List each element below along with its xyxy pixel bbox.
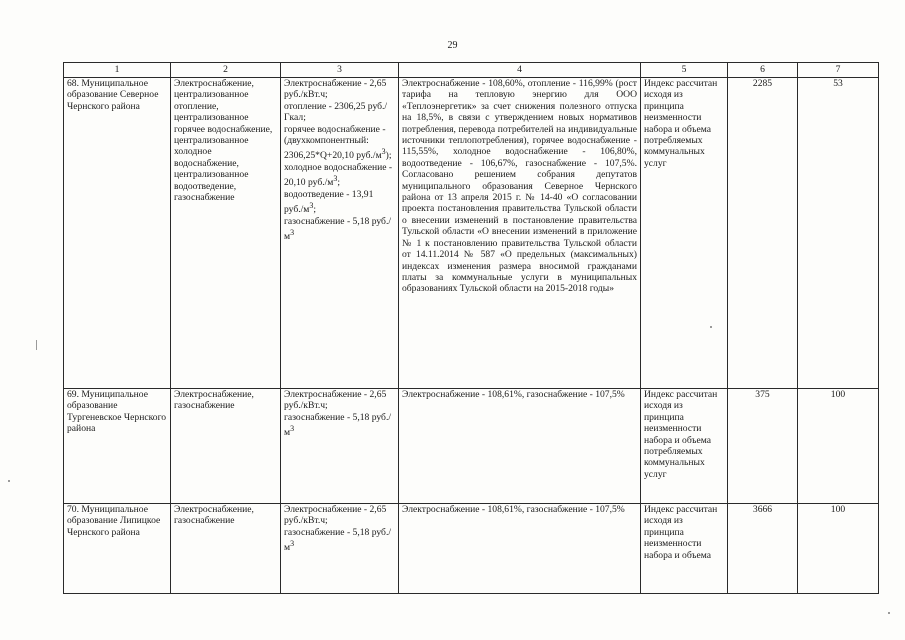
scan-mark	[36, 340, 37, 350]
scan-mark	[888, 612, 890, 614]
tariff-drainage: водоотведение - 13,91 руб./м	[284, 189, 374, 216]
municipality-cell: 69. Муниципальное образование Тургеневское Чернского района	[64, 389, 171, 504]
column-header-3: 3	[281, 63, 399, 78]
index-description-cell: Электроснабжение - 108,60%, отопление - 116,99% (рост тарифа на тепловую энергию для ООО «Теплоэнергетик» за счет снижения полезного отпуска на 18,5%, в связи с утверждением новых нормативов потребления, перевода потребителей на индивидуальные источники теплопотребления), горячее водоснабжение - 115,55%, холодное водоснабжение - 106,80%, водоотведение - 106,67%, газоснабжение - 107,5%. Согласовано решением собрания депутатов муниципального образования Северное Чернского района от 13 апреля 2015 г. № 14-40 «О согласовании проекта постановления правительства Тульской области о внесении изменений в постановление правительства Тульской области «О внесении изменений в приложение № 1 к постановлению правительства Тульской области от 14.11.2014 № 587 «О предельных (максимальных) индексах изменения размера вносимой гражданами платы за коммунальные услуги в муниципальных образованиях Тульской области на 2015-2018 годы»	[399, 78, 641, 389]
services-cell: Электроснабжение, газоснабжение	[171, 504, 281, 594]
page-number: 29	[447, 40, 458, 51]
tariff-cold-water: ); холодное водоснабжение - 20,10 руб./м	[284, 150, 393, 189]
superscript: 3	[290, 228, 295, 238]
services-cell: Электроснабжение, централизованное отопление, централизованное горячее водоснабжение, централизованное холодное водоснабжение, централизованное водоотведение, газоснабжение	[171, 78, 281, 389]
column-header-4: 4	[399, 63, 641, 78]
tariffs-cell	[281, 389, 399, 504]
justification-cell: Индекс рассчитан исходя из принципа неизменности набора и объема потребляемых коммунальных услуг	[641, 78, 728, 389]
tariff-electricity: Электроснабжение - 2,65 руб./кВт.ч;	[284, 504, 387, 527]
share-cell: 53	[798, 78, 879, 389]
justification-cell: Индекс рассчитан исходя из принципа неизменности набора и объема потребляемых коммунальных услуг	[641, 389, 728, 504]
superscript: 3	[333, 174, 338, 184]
separator: ;	[313, 204, 317, 216]
column-header-1: 1	[64, 63, 171, 78]
tariff-table	[63, 62, 879, 594]
tariff-gas: газоснабжение - 5,18 руб./м	[284, 411, 392, 439]
tariff-electricity: Электроснабжение - 2,65 руб./кВт.ч;	[284, 389, 387, 412]
population-cell: 3666	[728, 504, 798, 594]
justification-cell: Индекс рассчитан исходя из принципа неизменности набора и объема	[641, 504, 728, 594]
index-description-cell: Электроснабжение - 108,61%, газоснабжение - 107,5%	[399, 504, 641, 594]
scan-mark	[8, 480, 10, 482]
share-cell: 100	[798, 504, 879, 594]
column-number-row	[64, 63, 879, 78]
column-header-2: 2	[171, 63, 281, 78]
population-cell: 375	[728, 389, 798, 504]
tariff-hot-water: горячее водоснабжение - (двухкомпонентный: 2306,25*Q+20,10 руб./м	[284, 123, 386, 162]
population-cell: 2285	[728, 78, 798, 389]
table-row	[64, 78, 879, 389]
superscript: 3	[290, 539, 295, 549]
column-header-6: 6	[728, 63, 798, 78]
scan-mark	[710, 326, 712, 328]
table-row	[64, 389, 879, 504]
column-header-7: 7	[798, 63, 879, 78]
municipality-cell: 70. Муниципальное образование Липицкое Чернского района	[64, 504, 171, 594]
tariff-gas: газоснабжение - 5,18 руб./м	[284, 216, 392, 243]
tariff-gas: газоснабжение - 5,18 руб./м	[284, 526, 392, 554]
services-cell: Электроснабжение, газоснабжение	[171, 389, 281, 504]
table-row	[64, 504, 879, 594]
column-header-5: 5	[641, 63, 728, 78]
superscript: 3	[290, 424, 295, 434]
superscript: 3	[309, 201, 314, 211]
tariff-electricity: Электроснабжение - 2,65 руб./кВт.ч;	[284, 78, 387, 101]
tariffs-cell	[281, 78, 399, 389]
share-cell: 100	[798, 389, 879, 504]
tariff-heating: отопление - 2306,25 руб./Гкал;	[284, 100, 388, 124]
municipality-cell: 68. Муниципальное образование Северное Чернского района	[64, 78, 171, 389]
index-description-cell: Электроснабжение - 108,61%, газоснабжение - 107,5%	[399, 389, 641, 504]
tariffs-cell	[281, 504, 399, 594]
separator: ;	[337, 177, 341, 189]
superscript: 3	[381, 147, 386, 157]
